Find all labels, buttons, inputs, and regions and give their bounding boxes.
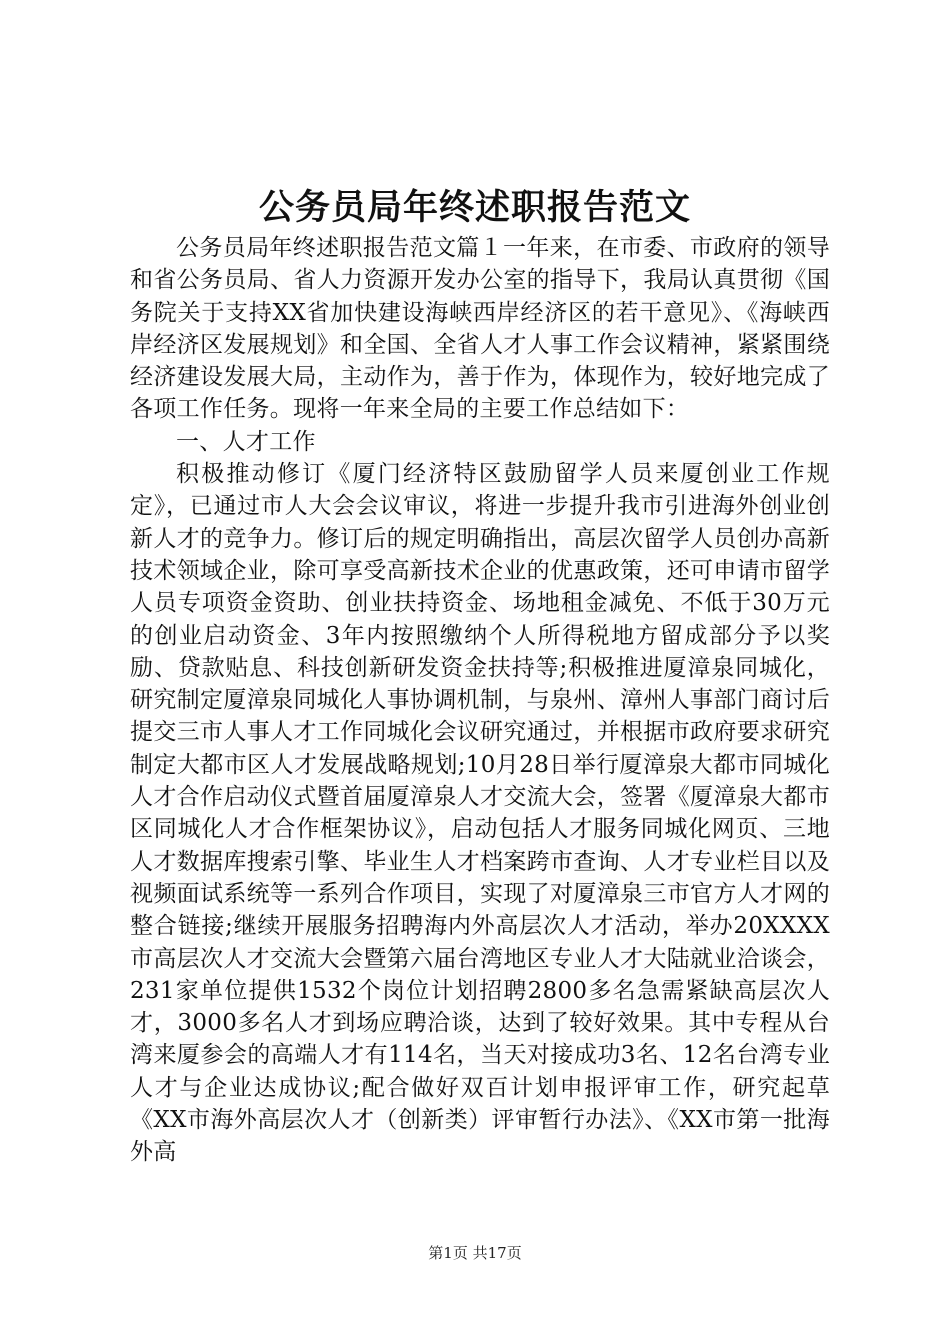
section-heading: 一、人才工作: [176, 428, 316, 455]
intro-paragraph: 公务员局年终述职报告范文篇１一年来，在市委、市政府的领导和省公务员局、省人力资源开发办公室的指导下，我局认真贯彻《国务院关于支持XX省加快建设海峡西岸经济区的若干意见》、《海峡西岸经济区发展规划》和全国、全省人才人事工作会议精神，紧紧围绕经济建设发展大局，主动作为，善于作为，体现作为，较好地完成了各项工作任务。现将一年来全局的主要工作总结如下：: [130, 235, 830, 423]
document-title: 公务员局年终述职报告范文: [258, 187, 691, 228]
page-footer: 第1页 共17页: [428, 1244, 522, 1262]
document-body: [130, 232, 830, 1169]
body-paragraph: 积极推动修订《厦门经济特区鼓励留学人员来厦创业工作规定》，已通过市人大会会议审议，将进一步提升我市引进海外创业创新人才的竞争力。修订后的规定明确指出，高层次留学人员创办高新技术领域企业，除可享受高新技术企业的优惠政策，还可申请市留学人员专项资金资助、创业扶持资金、场地租金减免、不低于30万元的创业启动资金、3年内按照缴纳个人所得税地方留成部分予以奖励、贷款贴息、科技创新研发资金扶持等;积极推进厦漳泉同城化，研究制定厦漳泉同城化人事协调机制，与泉州、漳州人事部门商讨后提交三市人事人才工作同城化会议研究通过，并根据市政府要求研究制定大都市区人才发展战略规划;10月28日举行厦漳泉大都市同城化人才合作启动仪式暨首届厦漳泉人才交流大会，签署《厦漳泉大都市区同城化人才合作框架协议》，启动包括人才服务同城化网页、三地人才数据库搜索引擎、毕业生人才档案跨市查询、人才专业栏目以及视频面试系统等一系列合作项目，实现了对厦漳泉三市官方人才网的整合链接;继续开展服务招聘海内外高层次人才活动，举办20XXXX市高层次人才交流大会暨第六届台湾地区专业人才大陆就业洽谈会，231家单位提供1532个岗位计划招聘2800多名急需紧缺高层次人才，3000多名人才到场应聘洽谈，达到了较好效果。其中专程从台湾来厦参会的高端人才有114名，当天对接成功3名、12名台湾专业人才与企业达成协议;配合做好双百计划申报评审工作，研究起草《XX市海外高层次人才（创新类）评审暂行办法》、《XX市第一批海外高: [130, 461, 830, 1166]
